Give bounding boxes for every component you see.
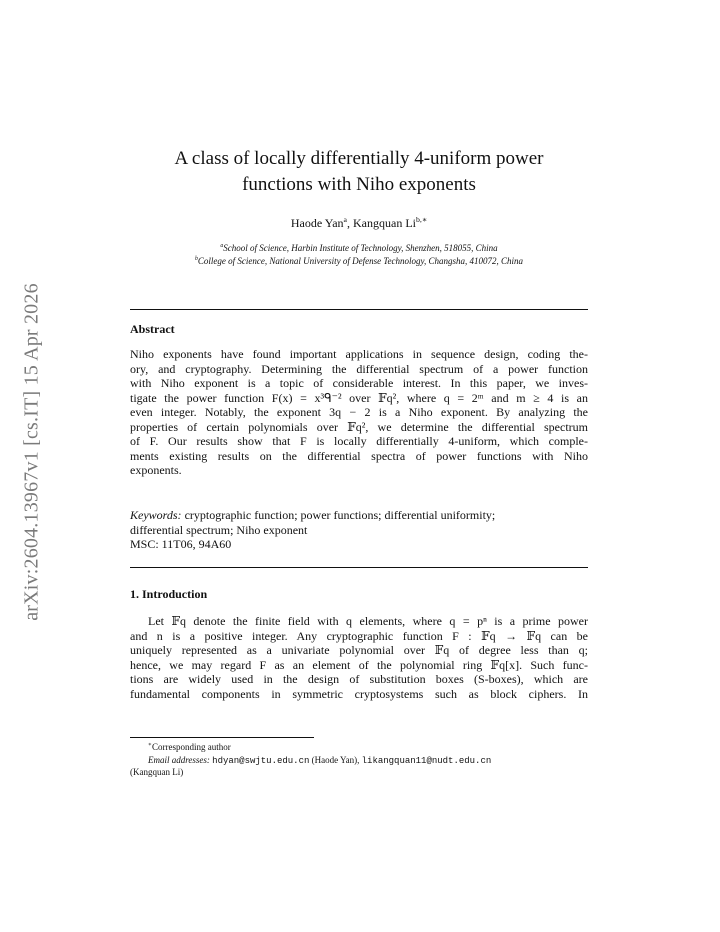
abstract-bottom-rule	[130, 567, 588, 568]
abstract-line: properties of certain polynomials over 𝔽q², we determine the differential spectrum	[130, 419, 588, 434]
author-separator: ,	[347, 216, 353, 230]
footnote-mark: ∗	[148, 742, 152, 748]
corresponding-author-note: Corresponding author	[151, 742, 231, 752]
keywords-text: cryptographic function; power functions; differential uniformity;	[181, 508, 496, 522]
affiliation-a	[120, 242, 598, 255]
arxiv-sidebar	[12, 262, 52, 642]
abstract-top-rule	[130, 309, 588, 310]
arxiv-identifier: arXiv:2604.13967v1 [cs.IT] 15 Apr 2026	[20, 283, 43, 621]
intro-line: Let 𝔽q denote the finite field with q elements, where q = pⁿ is a prime power	[148, 614, 588, 628]
abstract-line: even integer. Notably, the exponent 3q − 2 is a Niho exponent. By analyzing the	[130, 405, 588, 419]
affiliations	[120, 242, 598, 268]
affiliation-b-text: College of Science, National University of Defense Technology, Changsha, 410072, China	[197, 256, 524, 266]
email-1-owner: (Haode Yan),	[309, 754, 362, 765]
intro-line: tions are widely used in the design of substitution boxes (S-boxes), which are	[130, 672, 588, 686]
intro-line: fundamental components in symmetric cryptosystems such as block ciphers. In	[130, 686, 588, 701]
intro-line: uniquely represented as a univariate polynomial over 𝔽q of degree less than q;	[130, 643, 588, 657]
intro-line: and n is a positive integer. Any cryptographic function F : 𝔽q → 𝔽q can be	[130, 628, 588, 643]
footnote	[130, 741, 588, 779]
author-1-mark: a	[343, 215, 347, 224]
introduction-heading: 1. Introduction	[130, 587, 208, 601]
abstract-heading: Abstract	[130, 322, 175, 336]
affiliation-b-mark: b	[194, 256, 198, 262]
affiliation-a-text: School of Science, Harbin Institute of Technology, Shenzhen, 518055, China	[223, 243, 498, 253]
introduction-body	[130, 614, 588, 701]
abstract-line: ory, and cryptography. Determining the differential spectrum of a power function	[130, 361, 588, 376]
paper-title	[130, 146, 588, 198]
affiliation-b	[120, 255, 598, 268]
abstract-line: exponents.	[130, 463, 182, 477]
intro-line: hence, we may regard F as an element of the polynomial ring 𝔽q[x]. Such func-	[130, 657, 588, 672]
keywords-label: Keywords:	[130, 508, 182, 522]
keywords-block	[130, 508, 588, 552]
keywords-text-2: differential spectrum; Niho exponent	[130, 522, 308, 537]
email-1[interactable]: hdyan@swjtu.edu.cn	[212, 755, 310, 766]
email-2[interactable]: likangquan11@nudt.edu.cn	[361, 755, 492, 766]
author-2: Kangquan Li	[353, 216, 416, 230]
author-1: Haode Yan	[290, 216, 344, 230]
affiliation-a-mark: a	[220, 243, 224, 249]
abstract-line: ments existing results on the differential spectra of power functions with Niho	[130, 448, 588, 463]
abstract-line: of F. Our results show that F is locally differentially 4-uniform, which comple-	[130, 434, 588, 448]
author-2-mark: b,∗	[415, 215, 428, 224]
abstract-line: Niho exponents have found important applications in sequence design, coding the-	[130, 347, 588, 361]
title-line-2: functions with Niho exponents	[242, 174, 476, 195]
msc-codes: MSC: 11T06, 94A60	[130, 537, 232, 551]
footnote-rule	[130, 737, 314, 738]
email-label: Email addresses:	[148, 754, 210, 765]
abstract-line: with Niho exponent is a topic of considerable interest. In this paper, we inves-	[130, 376, 588, 390]
abstract-line: tigate the power function F(x) = x³ᑫ⁻² over 𝔽q², where q = 2ᵐ and m ≥ 4 is an	[130, 390, 588, 405]
title-line-1: A class of locally differentially 4-uniform power	[174, 148, 544, 169]
abstract-body	[130, 347, 588, 478]
author-list	[130, 216, 588, 231]
email-2-owner: (Kangquan Li)	[130, 767, 184, 777]
